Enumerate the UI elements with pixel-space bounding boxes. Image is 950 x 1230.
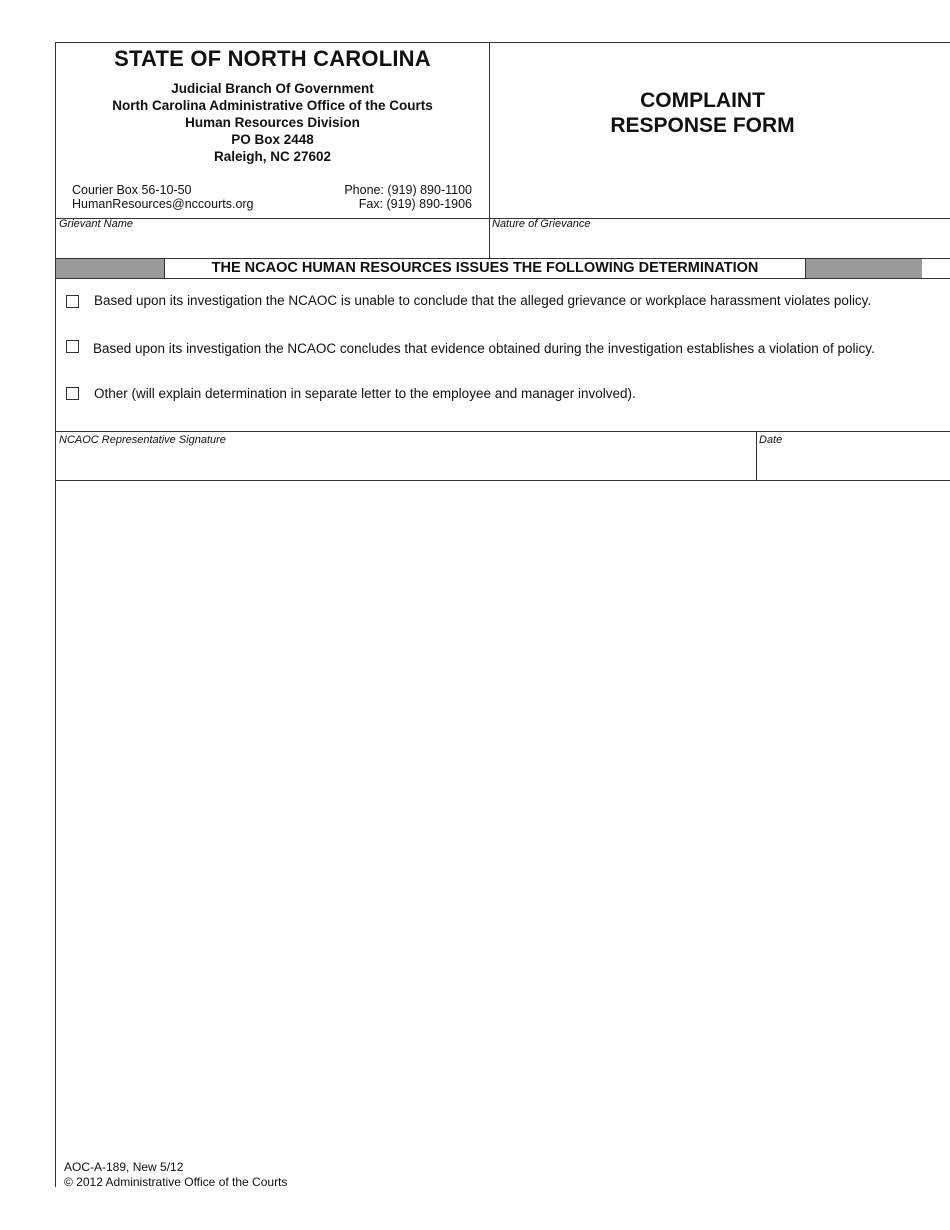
form-number: AOC-A-189, New 5/12 <box>64 1160 184 1174</box>
signature-label: NCAOC Representative Signature <box>59 434 226 446</box>
agency-line-1: Judicial Branch Of Government <box>171 81 374 96</box>
courier-box: Courier Box 56-10-50 <box>72 183 192 197</box>
option-2-text: Based upon its investigation the NCAOC concludes that evidence obtained during the investigation establishes a violation of policy. <box>93 341 875 356</box>
band-bottom-border <box>55 278 950 279</box>
top-border <box>55 42 950 43</box>
email-address: HumanResources@nccourts.org <box>72 197 254 211</box>
copyright: © 2012 Administrative Office of the Courts <box>64 1175 288 1189</box>
agency-line-4: PO Box 2448 <box>231 132 314 147</box>
agency-line-3: Human Resources Division <box>185 115 360 130</box>
option-2-checkbox[interactable] <box>66 340 79 353</box>
agency-line-5: Raleigh, NC 27602 <box>213 149 332 164</box>
form-title-line-2: RESPONSE FORM <box>610 114 795 137</box>
agency-line-2: North Carolina Administrative Office of the Courts <box>112 98 433 113</box>
nature-of-grievance-field[interactable] <box>491 231 950 258</box>
option-1-text: Based upon its investigation the NCAOC is unable to conclude that the alleged grievance or workplace harassment violates policy. <box>94 293 872 308</box>
signature-bottom-border <box>55 480 950 481</box>
signature-divider <box>756 431 757 480</box>
form-title-line-1: COMPLAINT <box>640 89 765 112</box>
option-3-checkbox[interactable] <box>66 387 79 400</box>
left-border <box>55 42 56 1187</box>
option-3-text: Other (will explain determination in separate letter to the employee and manager involved). <box>94 386 636 401</box>
nature-of-grievance-label: Nature of Grievance <box>492 218 591 230</box>
header-divider <box>489 42 490 259</box>
date-field[interactable] <box>758 447 948 479</box>
fax-number: Fax: (919) 890-1906 <box>358 197 472 211</box>
state-title: STATE OF NORTH CAROLINA <box>114 46 431 71</box>
grievant-name-field[interactable] <box>56 231 488 258</box>
signature-field[interactable] <box>56 447 755 479</box>
determination-heading: THE NCAOC HUMAN RESOURCES ISSUES THE FOLLOWING DETERMINATION <box>164 259 806 278</box>
date-label: Date <box>759 434 783 446</box>
phone-number: Phone: (919) 890-1100 <box>344 183 472 197</box>
signature-top-border <box>55 431 950 432</box>
grievant-name-label: Grievant Name <box>59 218 133 230</box>
option-1-checkbox[interactable] <box>66 295 79 308</box>
form-title <box>490 88 915 138</box>
